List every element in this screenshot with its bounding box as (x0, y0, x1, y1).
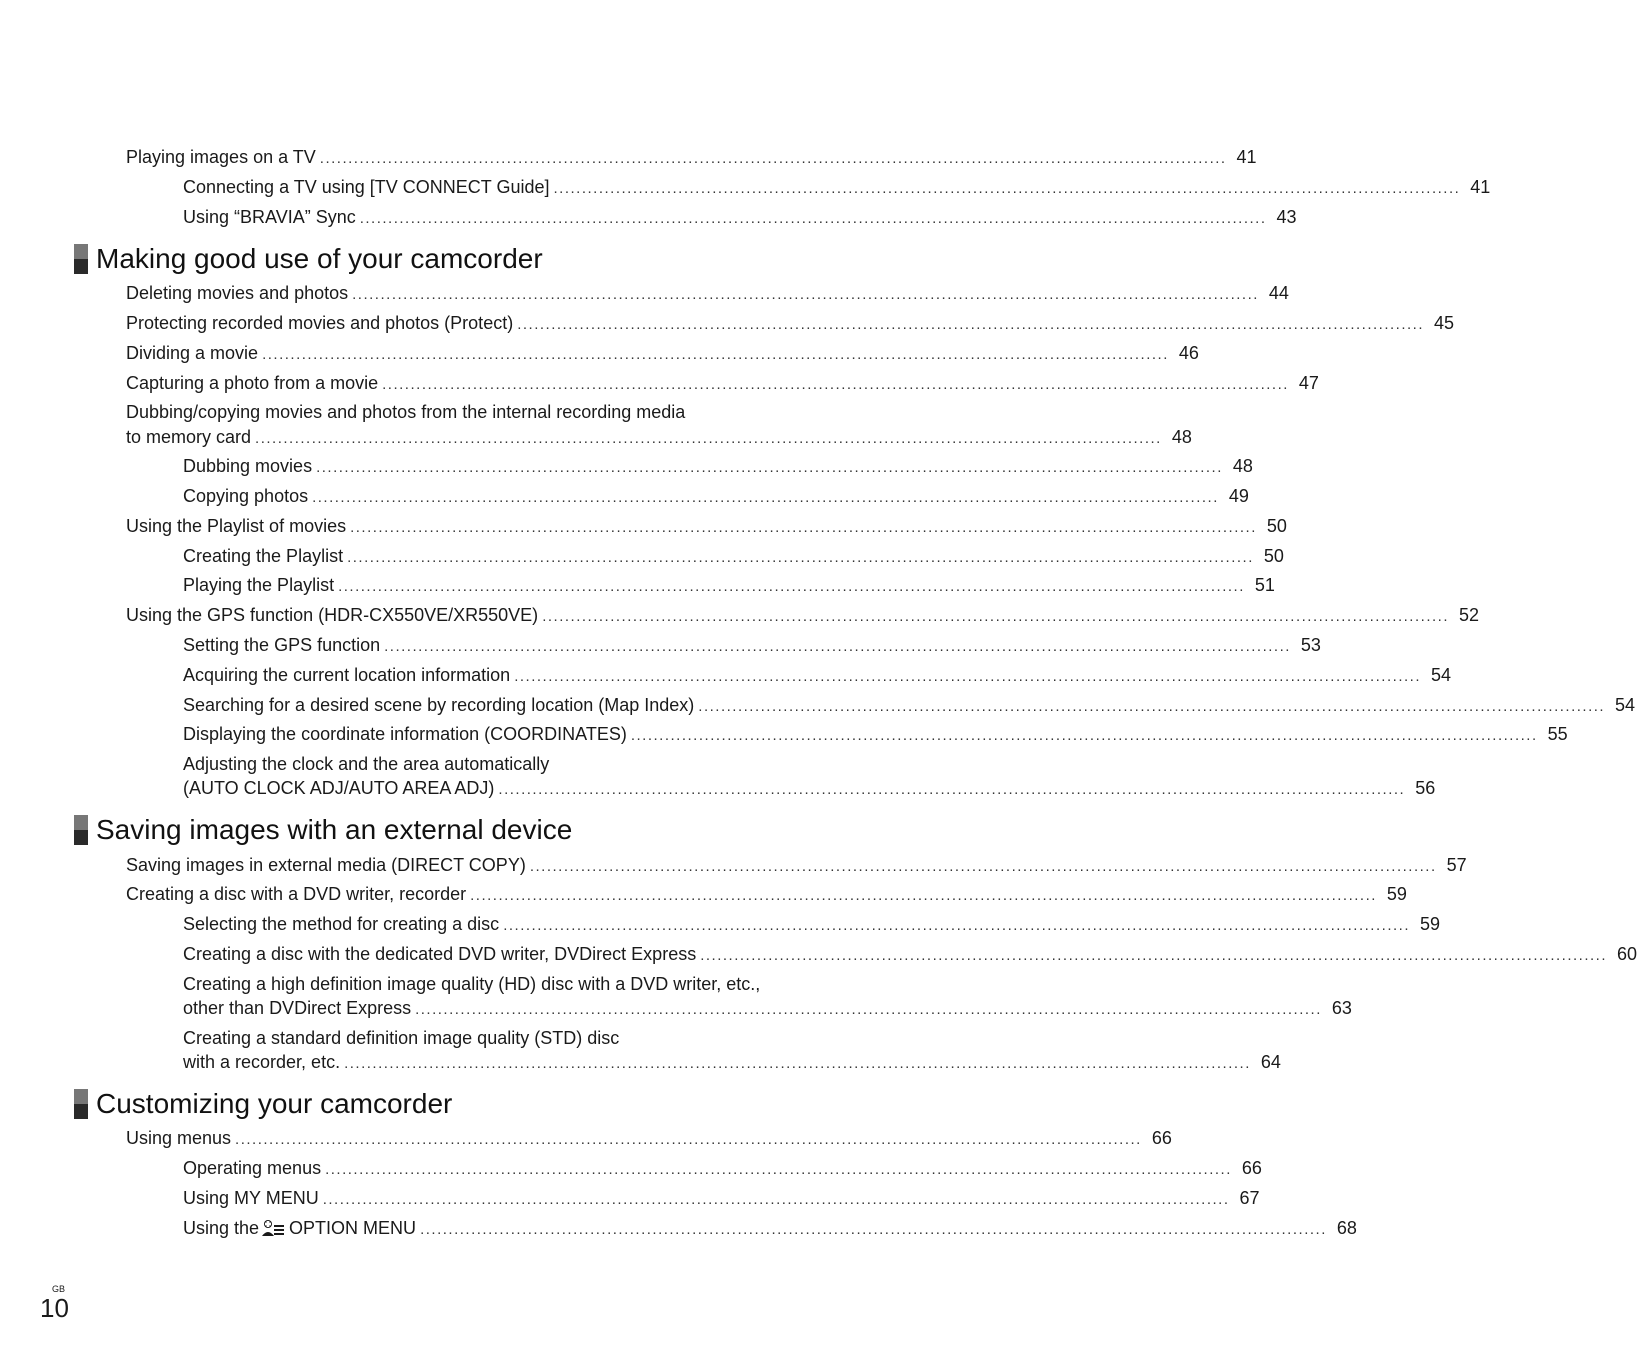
toc-entry-label: (AUTO CLOCK ADJ/AUTO AREA ADJ) (183, 778, 495, 798)
section-marker-bar (74, 1089, 88, 1119)
toc-page-number: 50 (1266, 516, 1287, 536)
toc-page-number: 41 (1236, 147, 1257, 167)
dot-leader: ................................................................................................................................................................ (553, 180, 1461, 197)
toc-page-number: 44 (1268, 283, 1289, 303)
toc-page-number: 52 (1458, 605, 1479, 625)
toc-entry[interactable] (183, 206, 1297, 230)
toc-page-number: 43 (1276, 207, 1297, 227)
toc-entry-label: Using the GPS function (HDR-CX550VE/XR550VE) (126, 605, 539, 625)
toc-page-number: 60 (1616, 944, 1637, 964)
toc-entry-label: Creating a high definition image quality (HD) disc with a DVD writer, etc., (183, 974, 761, 994)
toc-page-number: 59 (1386, 884, 1407, 904)
dot-leader: ................................................................................................................................................................ (503, 917, 1410, 934)
toc-entry-label: Playing the Playlist (183, 575, 335, 595)
toc-page-number: 66 (1151, 1128, 1172, 1148)
toc-entry-label: Adjusting the clock and the area automatically (183, 754, 550, 774)
toc-entry-label: to memory card (126, 427, 252, 447)
toc-page-number: 49 (1228, 486, 1249, 506)
section-title: Customizing your camcorder (96, 1088, 453, 1119)
toc-entry[interactable] (126, 342, 1199, 366)
dot-leader: ................................................................................................................................................................ (322, 1191, 1230, 1208)
toc-page-number: 45 (1433, 313, 1454, 333)
toc-page-number: 56 (1415, 778, 1436, 798)
section-title: Making good use of your camcorder (96, 243, 543, 274)
toc-entry[interactable] (183, 1051, 1281, 1075)
dot-leader: ................................................................................................................................................................ (698, 698, 1606, 715)
toc-entry[interactable] (183, 634, 1321, 658)
toc-entry-label: Using MY MENU (183, 1188, 319, 1208)
toc-entry[interactable] (183, 574, 1275, 598)
toc-entry-label: Creating a disc with the dedicated DVD writer, DVDirect Express (183, 944, 697, 964)
dot-leader: ................................................................................................................................................................ (542, 608, 1449, 625)
dot-leader: ................................................................................................................................................................ (517, 316, 1424, 333)
dot-leader: ................................................................................................................................................................ (255, 430, 1162, 447)
toc-entry-label: Creating a standard definition image quality (STD) disc (183, 1028, 620, 1048)
toc-entry[interactable] (183, 1187, 1260, 1211)
footer-page-number: 10 (40, 1293, 69, 1323)
toc-entry[interactable] (183, 1157, 1262, 1181)
dot-leader: ................................................................................................................................................................ (498, 781, 1406, 798)
toc-entry[interactable] (183, 943, 1637, 967)
section-marker-bar (74, 815, 88, 845)
toc-entry[interactable] (183, 723, 1568, 747)
toc-entry[interactable] (126, 312, 1454, 336)
toc-page-number: 51 (1254, 575, 1275, 595)
toc-page-number: 54 (1615, 695, 1636, 715)
toc-entry[interactable] (126, 883, 1407, 907)
toc-entry-label: with a recorder, etc. (183, 1052, 341, 1072)
section-heading (74, 1088, 452, 1120)
toc-entry-label: Capturing a photo from a movie (126, 373, 379, 393)
dot-leader: ................................................................................................................................................................ (420, 1221, 1327, 1238)
toc-entry[interactable] (126, 854, 1467, 878)
dot-leader: ................................................................................................................................................................ (235, 1131, 1142, 1148)
toc-page-number: 67 (1239, 1188, 1260, 1208)
toc-page-number: 66 (1241, 1158, 1262, 1178)
toc-entry-label: Copying photos (183, 486, 309, 506)
toc-page-number: 47 (1298, 373, 1319, 393)
section-marker-bar (74, 244, 88, 274)
toc-entry[interactable] (126, 426, 1192, 450)
dot-leader: ................................................................................................................................................................ (319, 150, 1227, 167)
toc-entry[interactable] (126, 146, 1257, 170)
dot-leader: ................................................................................................................................................................ (470, 887, 1377, 904)
toc-entry-label: Displaying the coordinate information (COORDINATES) (183, 724, 627, 744)
option-menu-icon (261, 1219, 285, 1242)
dot-leader: ................................................................................................................................................................ (262, 346, 1169, 363)
toc-page-number: 54 (1430, 665, 1451, 685)
toc-page-number: 68 (1336, 1218, 1357, 1238)
section-heading (74, 243, 543, 275)
dot-leader: ................................................................................................................................................................ (316, 459, 1223, 476)
dot-leader: ................................................................................................................................................................ (382, 376, 1289, 393)
dot-leader: ................................................................................................................................................................ (630, 727, 1538, 744)
toc-entry-label-suffix: OPTION MENU (289, 1218, 417, 1238)
toc-entry-label: Selecting the method for creating a disc (183, 914, 500, 934)
toc-page-number: 48 (1232, 456, 1253, 476)
toc-entry[interactable] (126, 515, 1287, 539)
toc-page-number: 48 (1171, 427, 1192, 447)
toc-entry-label: Playing images on a TV (126, 147, 316, 167)
toc-entry[interactable] (183, 664, 1451, 688)
toc-entry-label: Connecting a TV using [TV CONNECT Guide] (183, 177, 550, 197)
dot-leader: ................................................................................................................................................................ (347, 549, 1254, 566)
toc-entry-label: Deleting movies and photos (126, 283, 349, 303)
toc-entry[interactable] (183, 176, 1491, 200)
toc-entry-label: Searching for a desired scene by recording location (Map Index) (183, 695, 695, 715)
toc-entry-label: Using the (183, 1218, 260, 1238)
toc-entry-label (183, 1217, 416, 1242)
dot-leader: ................................................................................................................................................................ (514, 668, 1421, 685)
dot-leader: ................................................................................................................................................................ (352, 286, 1259, 303)
section-heading (74, 814, 572, 846)
toc-entry[interactable] (126, 1127, 1172, 1151)
dot-leader: ................................................................................................................................................................ (312, 489, 1219, 506)
toc-entry[interactable] (183, 485, 1249, 509)
toc-entry-label: Saving images in external media (DIRECT COPY) (126, 855, 526, 875)
section-title: Saving images with an external device (96, 814, 573, 845)
toc-entry-label: other than DVDirect Express (183, 998, 412, 1018)
toc-entry-label: Operating menus (183, 1158, 322, 1178)
toc-page-number: 46 (1178, 343, 1199, 363)
toc-entry-label: Using menus (126, 1128, 232, 1148)
dot-leader: ................................................................................................................................................................ (350, 519, 1257, 536)
toc-entry[interactable] (126, 282, 1289, 306)
toc-page-number: 41 (1470, 177, 1491, 197)
toc-entry-label: Acquiring the current location information (183, 665, 511, 685)
toc-entry-label: Protecting recorded movies and photos (Protect) (126, 313, 514, 333)
toc-entry[interactable] (183, 913, 1440, 937)
toc-entry-label: Dubbing/copying movies and photos from the internal recording media (126, 402, 686, 422)
toc-entry[interactable] (126, 372, 1319, 396)
dot-leader: ................................................................................................................................................................ (415, 1001, 1322, 1018)
dot-leader: ................................................................................................................................................................ (338, 578, 1245, 595)
dot-leader: ................................................................................................................................................................ (344, 1055, 1251, 1072)
toc-page-number: 55 (1547, 724, 1568, 744)
dot-leader: ................................................................................................................................................................ (700, 947, 1607, 964)
toc-entry[interactable] (183, 1217, 1357, 1242)
toc-entry-label: Creating a disc with a DVD writer, recorder (126, 884, 467, 904)
toc-entry-label: Creating the Playlist (183, 546, 344, 566)
dot-leader: ................................................................................................................................................................ (384, 638, 1291, 655)
toc-page-number: 50 (1263, 546, 1284, 566)
toc-entry[interactable] (183, 455, 1253, 479)
toc-entry[interactable] (183, 545, 1284, 569)
toc-page-number: 53 (1300, 635, 1321, 655)
toc-page-number: 64 (1260, 1052, 1281, 1072)
toc-entry-label: Using “BRAVIA” Sync (183, 207, 356, 227)
toc-entry[interactable] (183, 997, 1352, 1021)
toc-entry[interactable] (126, 604, 1479, 628)
dot-leader: ................................................................................................................................................................ (529, 858, 1437, 875)
toc-page-number: 63 (1331, 998, 1352, 1018)
toc-entry[interactable] (183, 694, 1636, 718)
footer-region-code: GB (52, 1284, 66, 1294)
toc-entry-label: Setting the GPS function (183, 635, 381, 655)
toc-entry-label: Using the Playlist of movies (126, 516, 347, 536)
dot-leader: ................................................................................................................................................................ (359, 210, 1267, 227)
dot-leader: ................................................................................................................................................................ (325, 1161, 1232, 1178)
toc-entry-label: Dubbing movies (183, 456, 313, 476)
toc-page-number: 57 (1446, 855, 1467, 875)
toc-page-number: 59 (1419, 914, 1440, 934)
toc-entry[interactable] (183, 777, 1436, 801)
toc-entry-label: Dividing a movie (126, 343, 259, 363)
